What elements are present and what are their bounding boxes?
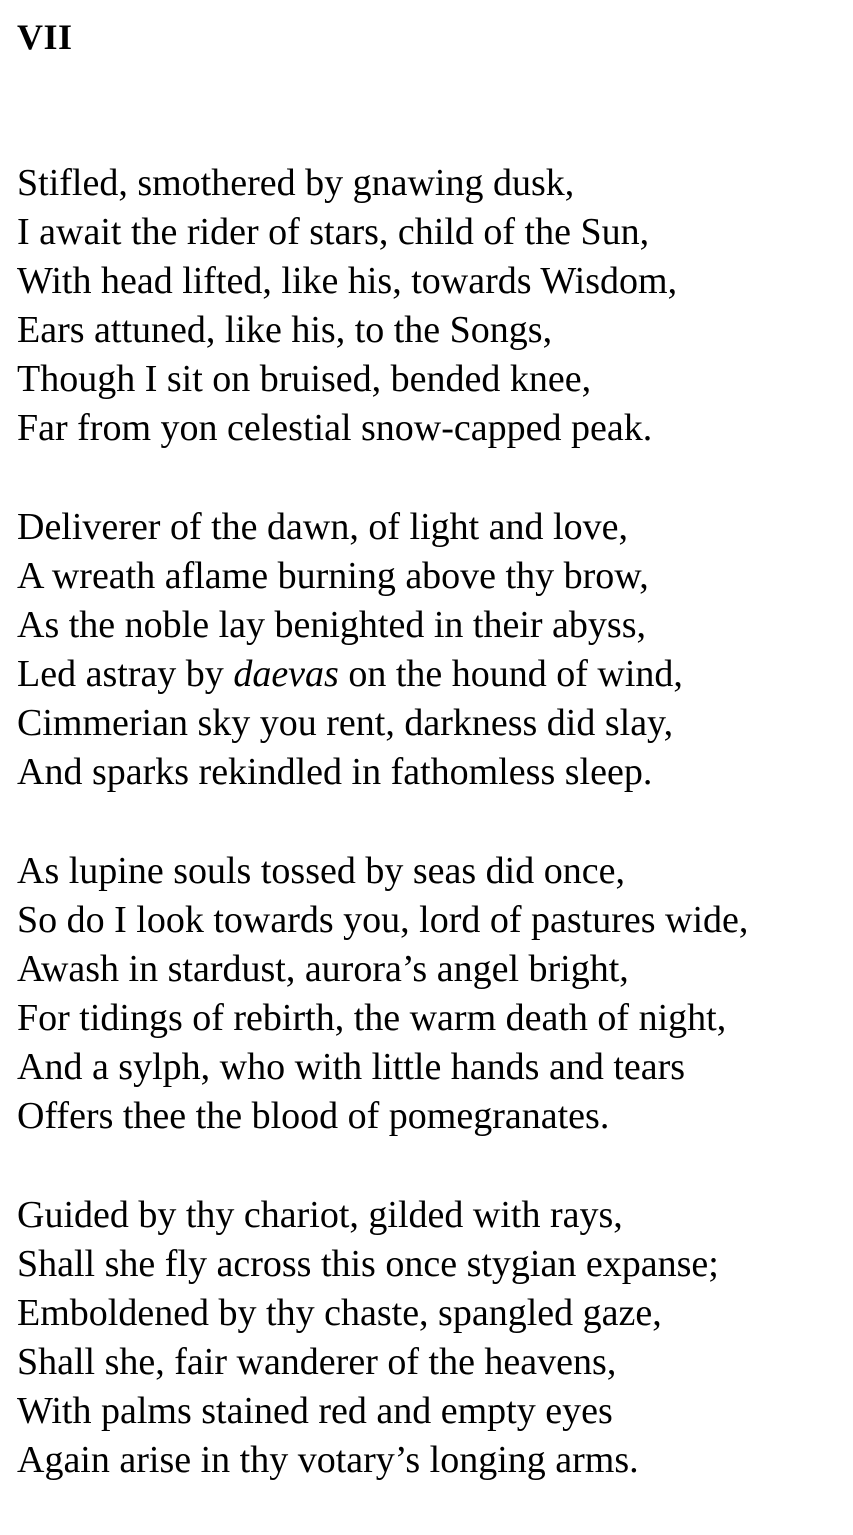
poem-line: Again arise in thy votary’s longing arms. xyxy=(17,1439,639,1481)
poem-body xyxy=(17,159,847,1535)
poem-line: And sparks rekindled in fathomless sleep. xyxy=(17,751,653,793)
poem-line: With head lifted, like his, towards Wisdom, xyxy=(17,260,678,302)
poem-line: Stifled, smothered by gnawing dusk, xyxy=(17,162,575,204)
poem-line: With palms stained red and empty eyes xyxy=(17,1390,613,1432)
poem-line: For tidings of rebirth, the warm death of night, xyxy=(17,997,727,1039)
poem-line: Far from yon celestial snow-capped peak. xyxy=(17,407,653,449)
poem-line: Offers thee the blood of pomegranates. xyxy=(17,1095,610,1137)
poem-line: Shall she fly across this once stygian expanse; xyxy=(17,1243,719,1285)
poem-line: So do I look towards you, lord of pastures wide, xyxy=(17,899,749,941)
poem-line: Though I sit on bruised, bended knee, xyxy=(17,358,592,400)
poem-line: Guided by thy chariot, gilded with rays, xyxy=(17,1194,623,1236)
poem-line: Cimmerian sky you rent, darkness did slay, xyxy=(17,702,674,744)
poem-line: As lupine souls tossed by seas did once, xyxy=(17,850,625,892)
poem-line: Deliverer of the dawn, of light and love, xyxy=(17,506,628,548)
stanza-1 xyxy=(17,159,847,453)
stanza-3 xyxy=(17,847,847,1141)
poem-line: As the noble lay benighted in their abyss, xyxy=(17,604,646,646)
italic-word: daevas xyxy=(233,653,339,695)
poem-line: I await the rider of stars, child of the Sun, xyxy=(17,211,650,253)
poem-line-with-italic xyxy=(17,650,847,699)
poem-line: Shall she, fair wanderer of the heavens, xyxy=(17,1341,617,1383)
poem-line: Emboldened by thy chaste, spangled gaze, xyxy=(17,1292,662,1334)
poem-line: Awash in stardust, aurora’s angel bright, xyxy=(17,948,629,990)
poem-line: A wreath aflame burning above thy brow, xyxy=(17,555,649,597)
poem-line: Ears attuned, like his, to the Songs, xyxy=(17,309,553,351)
poem-line: And a sylph, who with little hands and tears xyxy=(17,1046,686,1088)
line-text-after: on the hound of wind, xyxy=(338,653,683,695)
stanza-2 xyxy=(17,503,847,797)
poem-title: VII xyxy=(17,17,73,57)
stanza-4 xyxy=(17,1191,847,1485)
line-text-before: Led astray by xyxy=(17,653,234,695)
